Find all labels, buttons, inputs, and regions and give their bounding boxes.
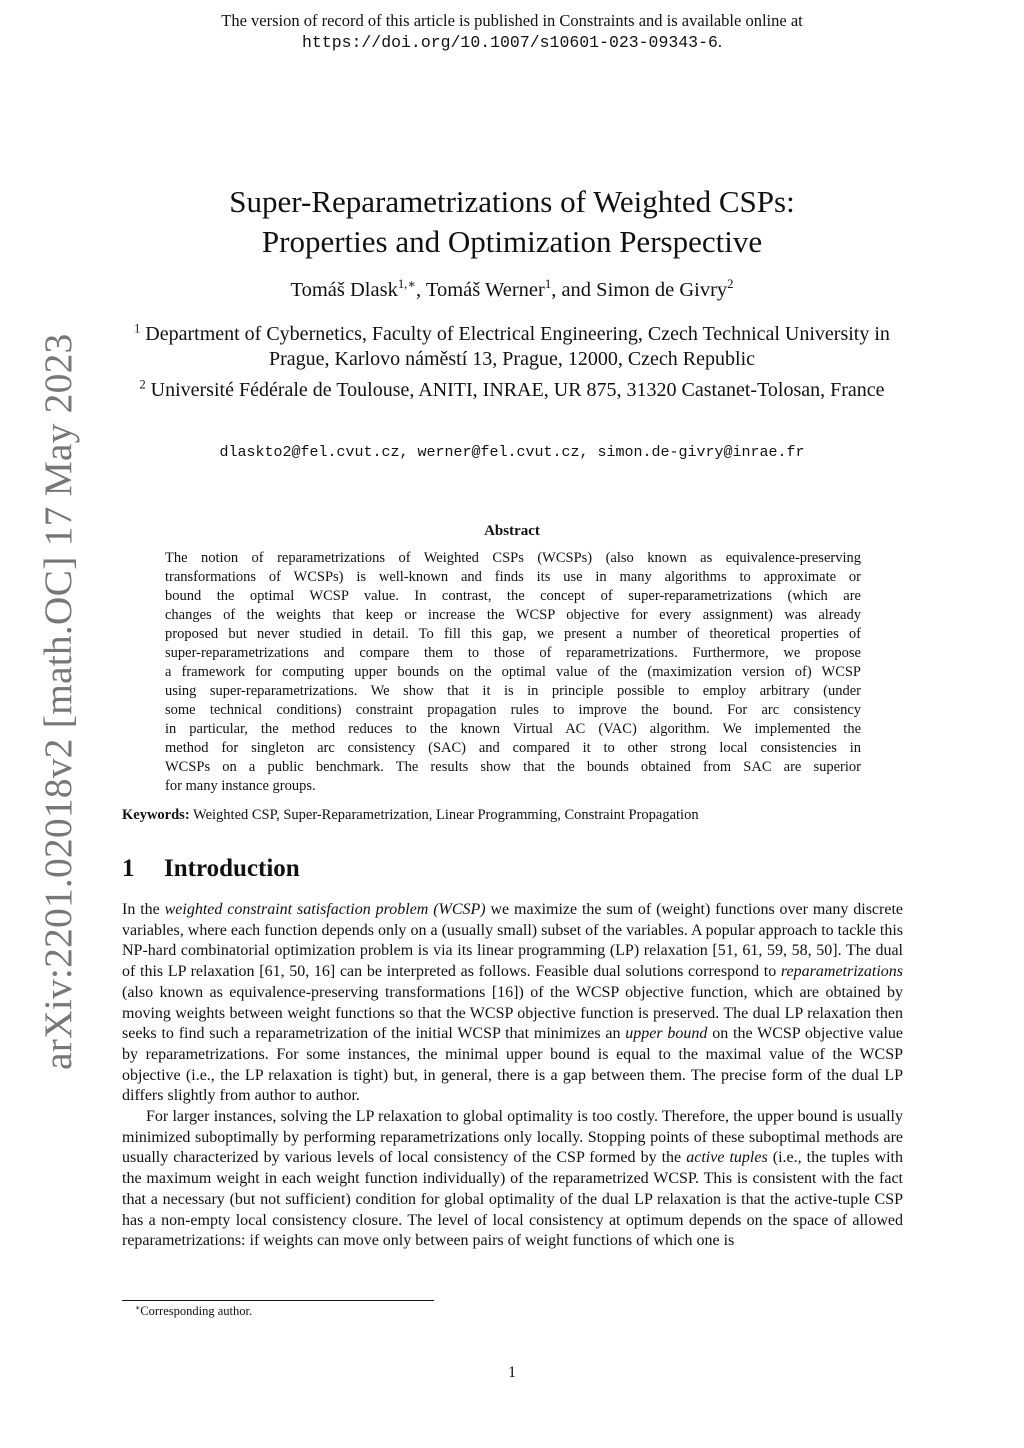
paragraph	[122, 900, 903, 1107]
affiliation-1	[130, 322, 894, 372]
abstract-line: a framework for computing upper bounds on the optimal value of the (maximization version of) WCSP	[165, 664, 861, 680]
footnote	[135, 1304, 252, 1319]
text-run: (i.e., the tuples with the maximum weight in each weight function individually) of the reparametrized WCSP. This is consistent with the fact that a necessary (but not sufficient) condition for global optimality of the dual LP relaxation is that the active-tuple CSP has a non-empty local consistency closure. The level of local consistency at optimum depends on the space of allowed reparametrizations: if weights can move only between pairs of weight functions of which one is	[122, 1149, 903, 1250]
author-name: Tomáš Werner	[425, 279, 545, 301]
section-heading	[122, 855, 300, 883]
abstract-line: The notion of reparametrizations of Weighted CSPs (WCSPs) (also known as equivalence-preserving	[165, 550, 861, 566]
author-name: Simon de Givry	[596, 279, 728, 301]
arxiv-stamp: arXiv:2201.02018v2 [math.OC] 17 May 2023	[36, 333, 80, 1070]
section-title: Introduction	[164, 855, 300, 882]
footnote-text: Corresponding author.	[140, 1304, 253, 1318]
abstract-heading: Abstract	[484, 523, 540, 539]
author-mark: 1,∗	[397, 277, 416, 292]
emphasized-term: active tuples	[686, 1149, 768, 1167]
doi-period: .	[717, 32, 722, 51]
keywords-label: Keywords:	[122, 807, 190, 823]
abstract-line: for many instance groups.	[165, 778, 316, 794]
text-run: (also known as equivalence-preserving transformations [16]) of the WCSP objective function, which are obtained by moving weights between weight functions so that the WCSP objective function is preserved. The dual LP relaxation then seeks to find such a reparametrization of the initial WCSP that minimizes an	[122, 983, 903, 1043]
affiliation-text: Department of Cybernetics, Faculty of Electrical Engineering, Czech Technical University in Prague, Karlovo náměstí 13, Prague, 12000, Czech Republic	[145, 323, 890, 370]
author-emails: dlaskto2@fel.cvut.cz, werner@fel.cvut.cz, simon.de-givry@inrae.fr	[219, 444, 805, 461]
abstract-line: super-reparametrizations and compare them to those of reparametrizations. Furthermore, we propose	[165, 645, 861, 661]
abstract-body	[165, 549, 861, 796]
introduction-body	[122, 900, 903, 1252]
author-name: Tomáš Dlask	[290, 279, 398, 301]
author-mark: 1	[544, 277, 552, 292]
affiliation-2	[130, 378, 894, 403]
abstract-line: proposed but never studied in detail. To fill this gap, we present a number of theoretical properties of	[165, 626, 861, 642]
doi-link[interactable]: https://doi.org/10.1007/s10601-023-09343-6	[302, 33, 718, 52]
text-run: In the	[122, 901, 165, 918]
author-list	[0, 279, 1024, 302]
text-run: on the WCSP objective value by reparametrizations. For some instances, the minimal upper bound is equal to the maximal value of the WCSP objective (i.e., the LP relaxation is tight) but, in general, there is a gap between them. The precise form of the dual LP differs slightly from author to author.	[122, 1025, 904, 1105]
paper-title	[0, 182, 1024, 262]
paragraph	[122, 1107, 903, 1252]
page-number: 1	[508, 1364, 516, 1381]
abstract-line: bound the optimal WCSP value. In contrast, the concept of super-reparametrizations (which are	[165, 588, 861, 604]
text-run: we maximize the sum of (weight) functions over many discrete variables, where each function depends only on a (usually small) subset of the variables. A popular approach to tackle this NP-hard combinatorial optimization problem is via its linear programming (LP) relaxation [51, 61, 59, 58, 50]. The dual of this LP relaxation [61, 50, 16] can be interpreted as follows. Feasible dual solutions correspond to	[122, 901, 903, 981]
affiliation-mark: 2	[139, 377, 146, 392]
abstract-line: transformations of WCSPs) is well-known and finds its use in many algorithms to approximate or	[165, 569, 861, 585]
author-separator: , and	[551, 279, 597, 301]
keywords-text: Weighted CSP, Super-Reparametrization, Linear Programming, Constraint Propagation	[193, 807, 699, 823]
emphasized-term: weighted constraint satisfaction problem (WCSP)	[164, 901, 486, 918]
abstract-line: in particular, the method reduces to the known Virtual AC (VAC) algorithm. We implemented the	[165, 721, 861, 737]
section-number: 1	[122, 855, 135, 882]
footnote-mark: ∗	[135, 1302, 141, 1312]
abstract-line: changes of the weights that keep or increase the WCSP objective for every assignment) was already	[165, 607, 861, 623]
emphasized-term: reparametrizations	[780, 963, 903, 981]
author-mark: 2	[727, 277, 734, 292]
title-line-1: Super-Reparametrizations of Weighted CSPs:	[229, 184, 795, 219]
emphasized-term: upper bound	[625, 1025, 708, 1043]
footnote-rule	[122, 1300, 434, 1301]
affiliation-mark: 1	[134, 321, 141, 336]
abstract-line: method for singleton arc consistency (SAC) and compared it to other strong local consistencies in	[165, 740, 861, 756]
doi-line	[0, 31, 1024, 53]
abstract-line: using super-reparametrizations. We show that it is in principle possible to employ arbitrary (under	[165, 683, 861, 699]
text-run: For larger instances, solving the LP relaxation to global optimality is too costly. Therefore, the upper bound is usually minimized suboptimally by performing reparametrizations only locally. Stopping points of these suboptimal methods are usually characterized by various levels of local consistency of the CSP formed by the	[122, 1108, 903, 1167]
abstract-line: WCSPs on a public benchmark. The results show that the bounds obtained from SAC are superior	[165, 759, 861, 775]
author-separator: ,	[416, 279, 426, 301]
keywords	[122, 807, 902, 824]
publication-notice	[0, 10, 1024, 53]
notice-text: The version of record of this article is published in Constraints and is available online at	[221, 11, 803, 30]
affiliation-text: Université Fédérale de Toulouse, ANITI, INRAE, UR 875, 31320 Castanet-Tolosan, France	[150, 379, 885, 401]
title-line-2: Properties and Optimization Perspective	[261, 224, 763, 259]
abstract-line: some technical conditions) constraint propagation rules to improve the bound. For arc consistency	[165, 702, 861, 718]
